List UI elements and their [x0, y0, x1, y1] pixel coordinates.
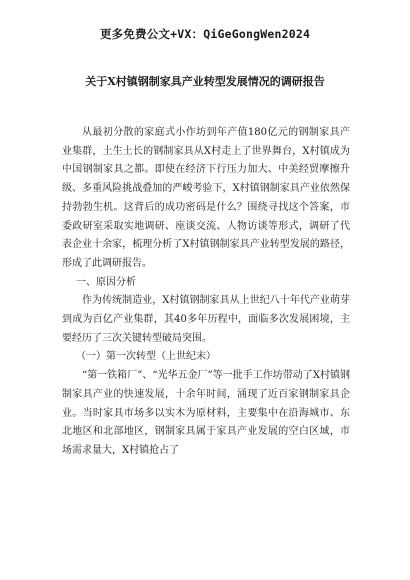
paragraph-overview: 作为传统制造业，X村镇钢制家具从上世纪八十年代产业萌芽到成为百亿产业集群，其40多年历程中，面临多次发展困境，主要经历了三次关键转型破局突围。 — [62, 295, 350, 344]
subsection-heading: （一）第一次转型（上世纪末） — [76, 351, 216, 363]
section-heading: 一、原因分析 — [76, 276, 136, 288]
document-title: 关于X村镇钢制家具产业转型发展情况的调研报告 — [85, 75, 325, 88]
paragraph-first-transition: “第一铁箱厂”、“光华五金厂”等一批手工作坊带动了X村镇钢制家具产业的快速发展，十余年时间，涌现了近百家钢制家具企业。当时家具市场多以实木为原材料，主要集中在沿海城市、东北地区和北部地区，钢制家具属于家具产业发展的空白区域，市场需求量大，X村镇抢占了 — [62, 370, 350, 456]
document-body — [62, 124, 350, 461]
watermark-header: 更多免费公文+VX：QiGeGongWen2024 — [99, 27, 311, 41]
paragraph-intro: 从最初分散的家庭式小作坊到年产值180亿元的钢制家具产业集群，土生土长的钢制家具从X村走上了世界舞台，X村镇成为中国钢制家具之都。即使在经济下行压力加大、中美经贸摩擦升级、多重风险挑战叠加的严峻考验下，X村镇钢制家具产业依然保持勃勃生机。这背后的成功密码是什么？围绕寻找这个答案，市委政研室采取实地调研、座谈交流、人物访谈等形式，调研了代表企业十余家，梳理分析了X村镇钢制家具产业转型发展的路径，形成了此调研报告。 — [62, 127, 350, 269]
